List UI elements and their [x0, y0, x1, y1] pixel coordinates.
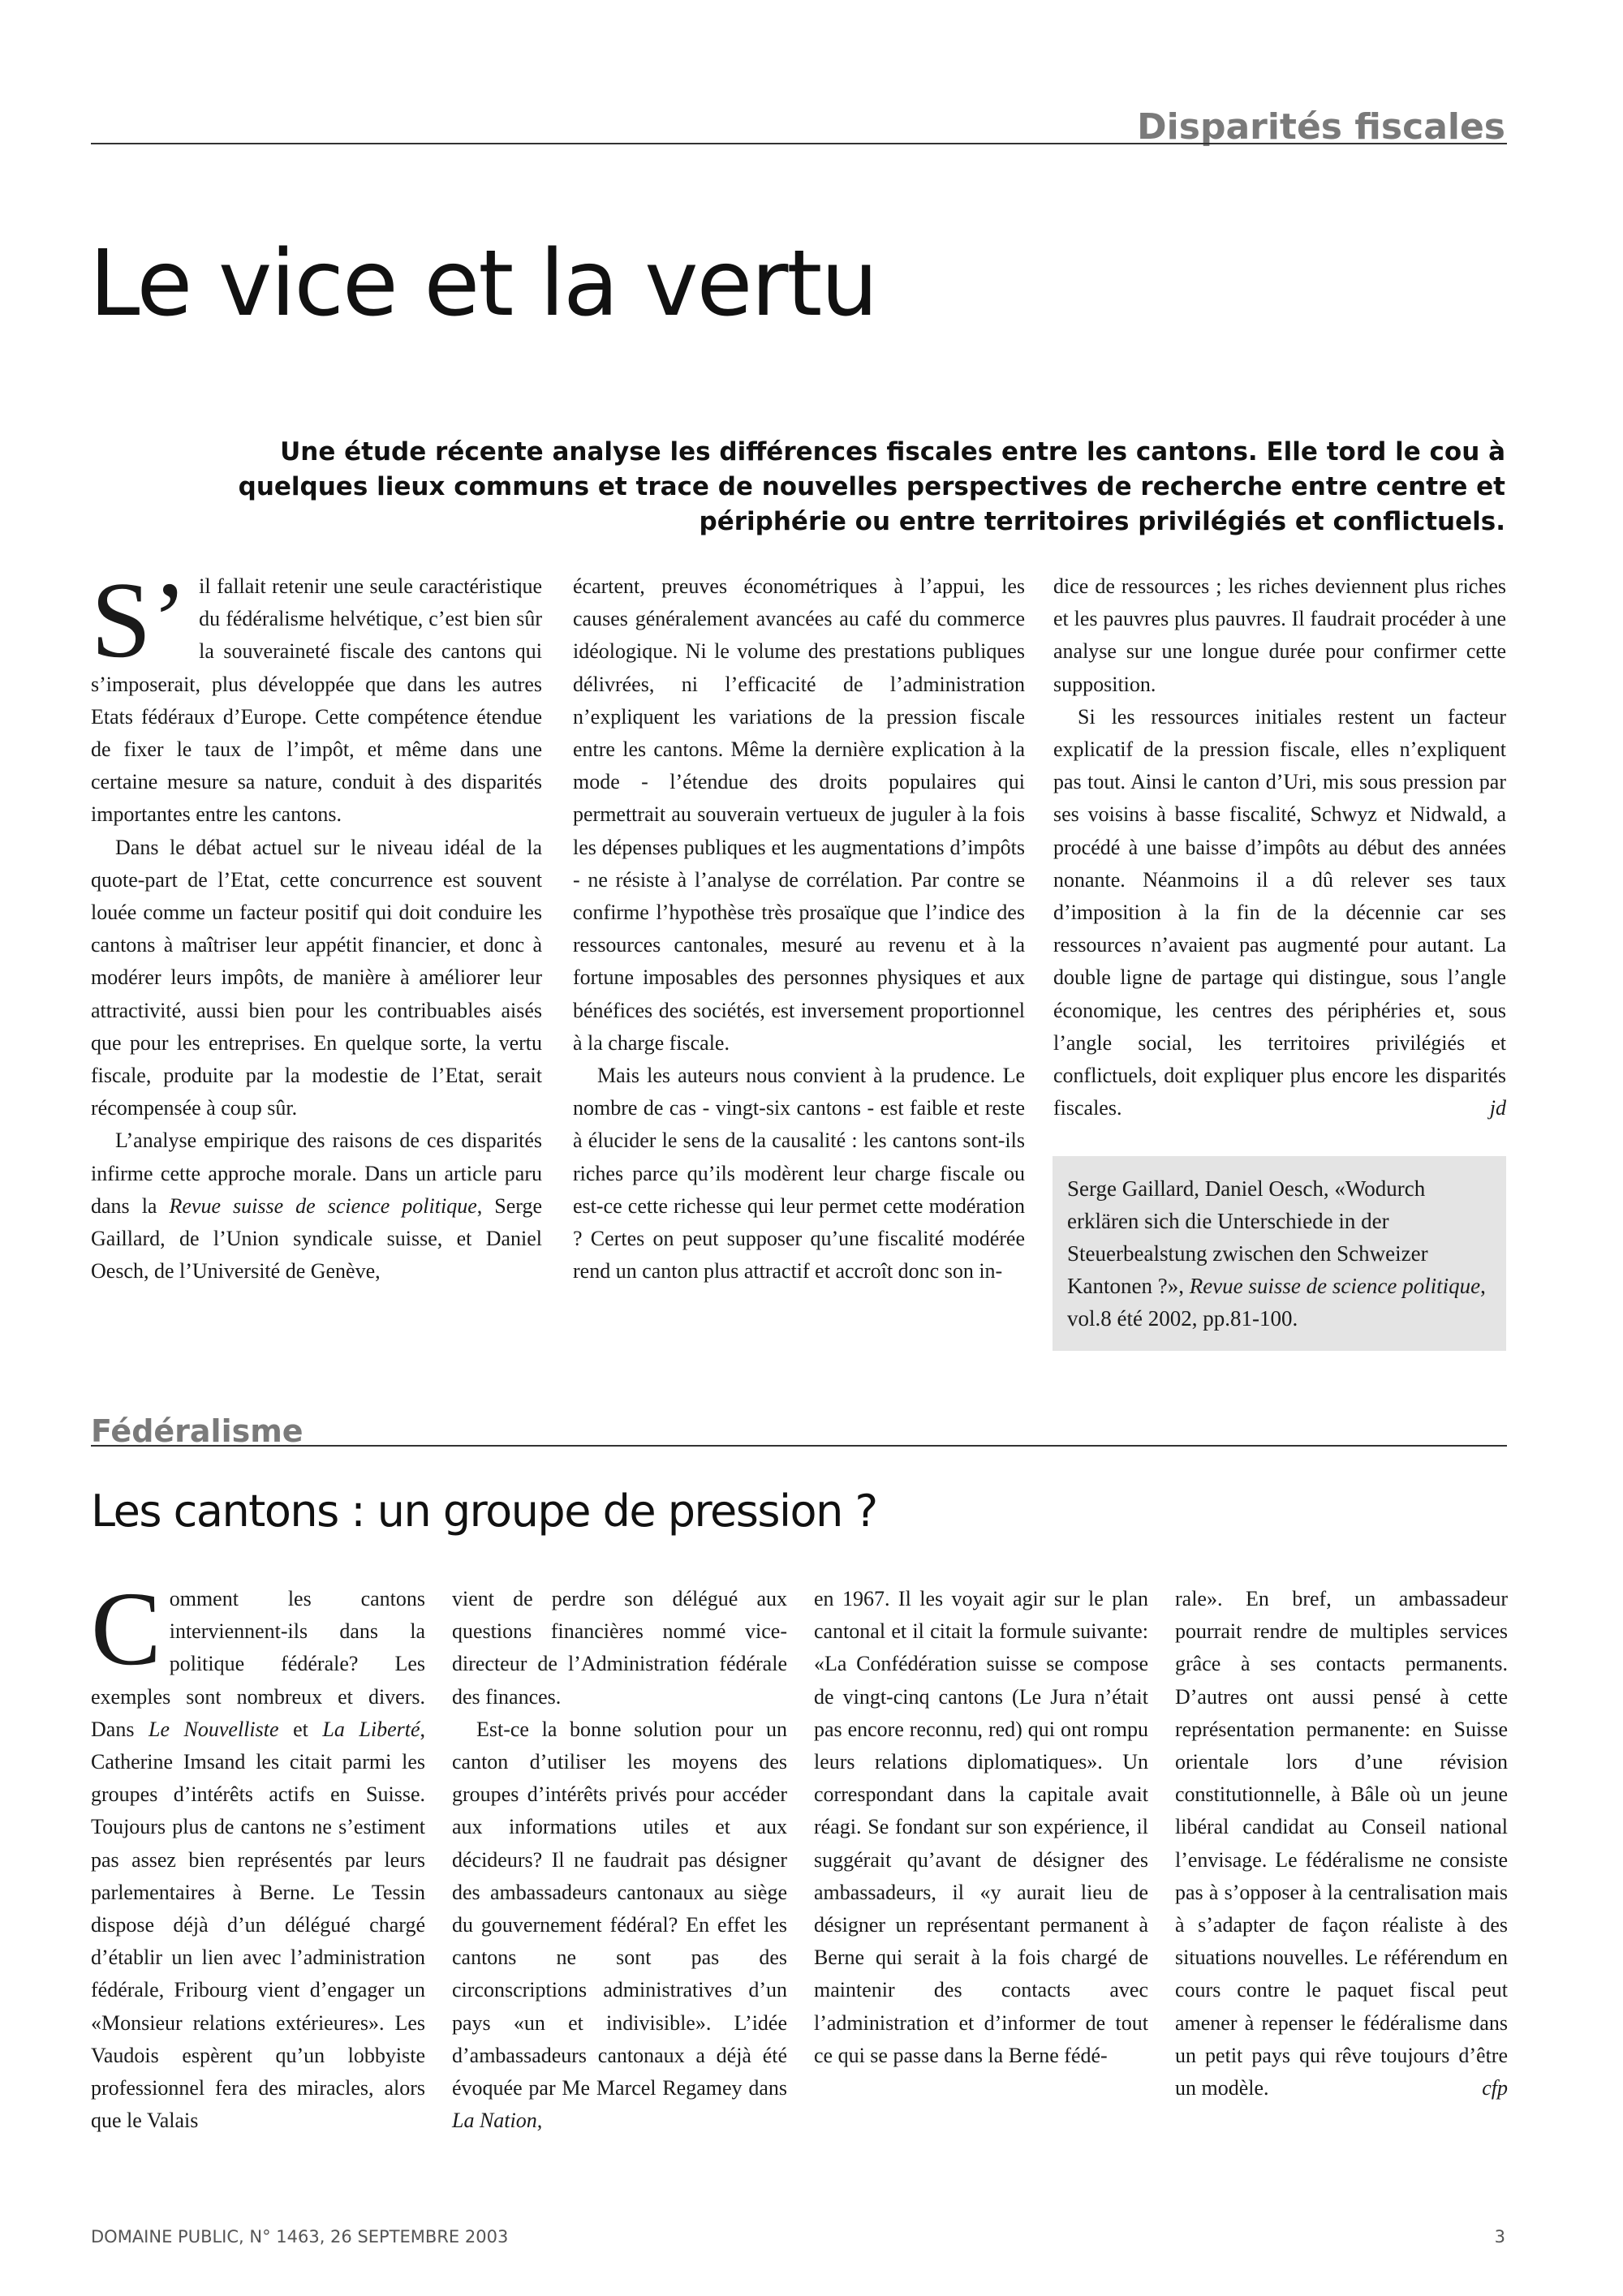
article2-column-1 — [91, 1571, 425, 2137]
article2-col1-text-a: omment les cantons interviennent-ils dans la politique fédérale? Les exemples sont nombreux et divers. Dans — [91, 1587, 425, 1741]
article1-signature: jd — [1489, 1096, 1506, 1120]
article2-col1-text-and: et — [278, 1717, 323, 1741]
article2-column-3 — [814, 1583, 1148, 2072]
article2-col4-text: rale». En bref, un ambassadeur pourrait rendre de multiples services grâce à ses contacts permanents. D’autres ont aussi pensé à cette représentation permanente: en Suisse orientale lors d’une révision constitutionnelle, à Bâle où un jeune libéral candidat au Conseil national l’envisage. Le fédéralisme ne consiste pas à s’opposer à la centralisation mais à s’adapter de façon réaliste à des situations nouvelles. Le référendum en cours contre le paquet fiscal peut amener à repenser le fédéralisme dans un petit pays qui rêve toujours d’être un modèle. — [1175, 1587, 1508, 2100]
article1-col1-paragraph-2: Dans le débat actuel sur le niveau idéal de la quote-part de l’Etat, cette concurrence est souvent louée comme un facteur positif qui doit conduire les cantons à maîtriser leur appétit financier, et donc à modérer leurs impôts, de manière à améliorer leur attractivité, aussi bien pour les contribuables aisés que pour les entreprises. En quelque sorte, la vertu fiscale, produite par la modestie de l’Etat, serait récompensée à coup sûr. — [91, 835, 542, 1120]
footer-page-number: 3 — [1494, 2227, 1505, 2247]
article1-col3-p2-text: Si les ressources initiales restent un facteur explicatif de la pression fiscale, elles n’expliquent pas tout. Ainsi le canton d’Uri, mis sous pression par ses voisins à basse fiscalité, Schwyz et Nidwald, a procédé à une baisse d’impôts au début des années nonante. Néanmoins il a dû relever ses taux d’imposition à la fin de la décennie car ses ressources n’avaient pas augmenté pour autant. La double ligne de partage qui distingue, sous l’angle économique, les centres des périphéries et, sous l’angle social, les territoires privilégiés et conflictuels, doit expliquer plus encore les disparités fiscales. — [1053, 704, 1506, 1120]
article1-column-3 — [1053, 570, 1506, 1124]
publication-la-nation: La Nation, — [452, 2109, 543, 2133]
reference-journal-title: Revue suisse de science politique — [1189, 1274, 1481, 1298]
article2-col3-paragraph-1: en 1967. Il les voyait agir sur le plan cantonal et il citait la formule suivante: «La Confédération suisse se compose de vingt-cinq cantons (Le Jura n’était pas encore reconnu, red) qui ont rompu leurs relations diplomatiques». Un correspondant dans la capitale avait réagi. Se fondant sur son expérience, il suggérait qu’avant de désigner des ambassadeurs, il «y aurait lieu de désigner un représentant permanent à Berne qui serait à la fois chargé de maintenir des contacts avec l’administration et d’informer de tout ce qui se passe dans la Berne fédé- — [814, 1587, 1148, 2067]
article2-signature: cfp — [1482, 2076, 1508, 2100]
article2-col2-paragraph-1: vient de perdre son délégué aux questions financières nommé vice-directeur de l’Administration fédérale des finances. — [452, 1587, 787, 1709]
article2-title: Les cantons : un groupe de pression ? — [91, 1486, 877, 1537]
reference-text-b: , vol.8 été 2002, pp.81-100. — [1067, 1274, 1486, 1331]
article1-col3-paragraph-2 — [1053, 701, 1506, 1125]
publication-la-liberte: La Liberté — [322, 1717, 420, 1741]
footer-publication: DOMAINE PUBLIC, N° 1463, 26 SEPTEMBRE 2003 — [91, 2227, 509, 2247]
article1-col1-p3-text-b: , Serge Gaillard, de l’Union syndicale suisse, et Daniel Oesch, de l’Université de Genève, — [91, 1193, 542, 1283]
reference-text-a: Serge Gaillard, Daniel Oesch, «Wodurch erklären sich die Unterschiede in der Steuerbealstung zwischen den Schweizer Kantonen ?», — [1067, 1176, 1428, 1298]
article2-col2-paragraph-2 — [452, 1713, 787, 2138]
article1-col1-journal-title: Revue suisse de science politique — [169, 1193, 477, 1218]
header-rule — [91, 143, 1507, 144]
article1-col2-paragraph-2: Mais les auteurs nous convient à la prudence. Le nombre de cas - vingt-six cantons - est faible et reste à élucider le sens de la causalité : les cantons sont-ils riches parce qu’ils modèrent leur charge fiscale ou est-ce cette richesse qui leur permet cette modération ? Certes on peut supposer qu’une fiscalité modérée rend un canton plus attractif et accroît donc son in- — [573, 1064, 1025, 1283]
article1-title: Le vice et la vertu — [89, 231, 877, 337]
article2-column-4 — [1175, 1583, 1508, 2105]
article2-col2-text-a: Est-ce la bonne solution pour un canton d’utiliser les moyens des groupes d’intérêts privés pour accéder aux informations utiles et aux décideurs? Il ne faudrait pas désigner des ambassadeurs cantonaux au siège du gouvernement fédéral? En effet les cantons ne sont pas des circonscriptions administratives d’un pays «un et indivisible». L’idée d’ambassadeurs cantonaux a déjà été évoquée par Me Marcel Regamey dans — [452, 1717, 787, 2100]
article1-lede: Une étude récente analyse les différences fiscales entre les cantons. Elle tord le cou à quelques lieux communs et trace de nouvelles perspectives de recherche entre centre et périphérie ou entre territoires privilégiés et conflictuels. — [238, 437, 1505, 536]
article1-col3-paragraph-1: dice de ressources ; les riches deviennent plus riches et les pauvres plus pauvres. Il faudrait procéder à une analyse sur une longue durée pour confirmer cette supposition. — [1053, 574, 1506, 696]
section-rule — [91, 1445, 1507, 1447]
article1-col1-paragraph-3 — [91, 1124, 542, 1288]
section-label-disparites: Disparités fiscales — [1137, 106, 1505, 148]
article1-col1-p3-text-a: L’analyse empirique des raisons de ces disparités infirme cette approche morale. Dans un article paru dans la — [91, 1129, 542, 1218]
article2-col4-paragraph-1 — [1175, 1583, 1508, 2105]
article2-col1-text-b: , Catherine Imsand les citait parmi les groupes d’intérêts actifs en Suisse. Toujours plus de cantons ne s’estiment pas assez bien représentés par leurs parlementaires à Berne. Le Tessin dispose déjà d’un délégué chargé d’établir un lien avec l’administration fédérale, Fribourg vient d’engager un «Monsieur relations extérieures». Les Vaudois espèrent qu’un lobbyiste professionnel fera des miracles, alors que le Valais — [91, 1717, 425, 2133]
section-label-federalisme: Fédéralisme — [91, 1413, 304, 1449]
article2-column-2 — [452, 1583, 787, 2137]
article1-dropcap: S’ — [91, 560, 188, 680]
article1-col2-paragraph-1: écartent, preuves économétriques à l’appui, les causes généralement avancées au café du commerce idéologique. Ni le volume des prestations publiques délivrées, ni l’efficacité de l’administration n’expliquent les variations de la pression fiscale entre les cantons. Même la dernière explication à la mode - l’étendue des droits populaires qui permettrait au souverain vertueux de juguler à la fois les dépenses publiques et les augmentations d’impôts - ne résiste à l’analyse de corrélation. Par contre se confirme l’hypothèse très prosaïque que l’indice des ressources cantonales, mesuré au revenu et à la fortune imposables des personnes physiques et aux bénéfices des sociétés, est inversement proportionnel à la charge fiscale. — [573, 574, 1025, 1055]
article1-column-1 — [91, 560, 542, 1288]
article1-reference-box — [1053, 1156, 1506, 1351]
article2-dropcap: C — [91, 1571, 161, 1688]
article1-col1-paragraph-1: il fallait retenir une seule caractéristique du fédéralisme helvétique, c’est bien sûr la souveraineté fiscale des cantons qui s’imposerait, plus développée que dans les autres Etats fédéraux d’Europe. Cette compétence étendue de fixer le taux de l’impôt, et même dans une certaine mesure sa nature, conduit à des disparités importantes entre les cantons. — [91, 574, 542, 827]
article1-column-2 — [573, 570, 1025, 1288]
publication-le-nouvelliste: Le Nouvelliste — [148, 1717, 279, 1741]
